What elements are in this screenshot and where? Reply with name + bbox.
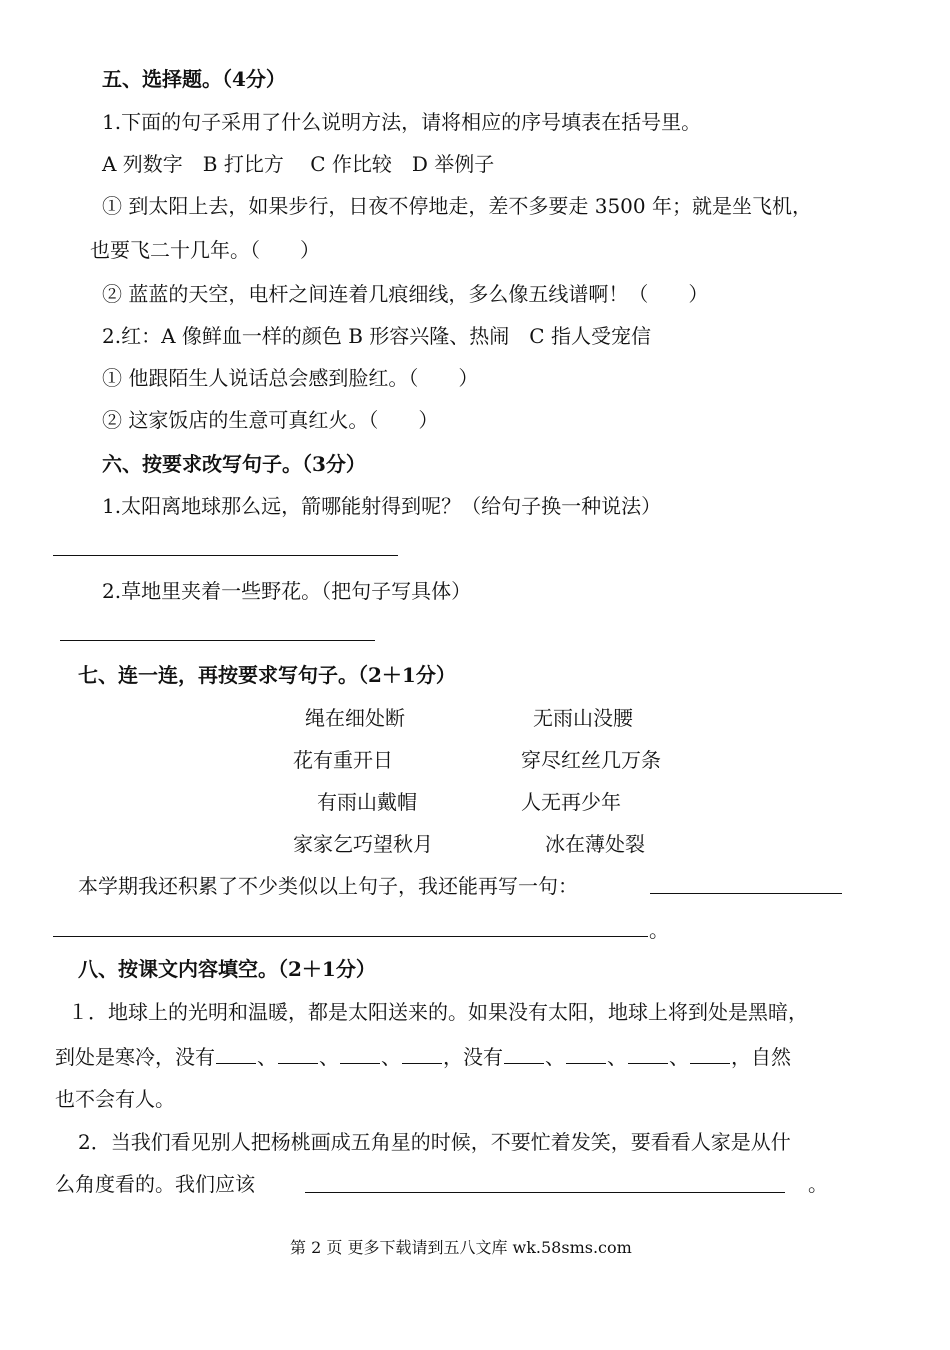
separator: 、 xyxy=(669,1045,689,1069)
s8-q1b-post: ，自然 xyxy=(731,1045,791,1069)
separator: 、 xyxy=(257,1045,277,1069)
fill-blank-5[interactable] xyxy=(504,1041,544,1064)
s6-answer-line-2[interactable] xyxy=(60,640,375,641)
s5-question-2: 2.红：A 像鲜血一样的颜色 B 形容兴隆、热闹 C 指人受宠信 xyxy=(102,324,651,348)
s8-q2-line-b: 么角度看的。我们应该 xyxy=(55,1172,255,1196)
s7-left-item-3[interactable]: 有雨山戴帽 xyxy=(317,790,417,814)
s7-answer-line-1[interactable] xyxy=(650,893,842,894)
separator: 、 xyxy=(319,1045,339,1069)
s7-prompt: 本学期我还积累了不少类似以上句子，我还能再写一句： xyxy=(78,874,578,898)
s5-item-1b: 也要飞二十几年。（ ） xyxy=(90,238,320,262)
fill-blank-4[interactable] xyxy=(402,1041,442,1064)
s8-q2-end-period: 。 xyxy=(808,1172,828,1196)
s5-q2-item-1: ① 他跟陌生人说话总会感到脸红。（ ） xyxy=(102,366,479,390)
s7-right-item-4[interactable]: 冰在薄处裂 xyxy=(545,832,645,856)
s7-left-item-4[interactable]: 家家乞巧望秋月 xyxy=(293,832,433,856)
s5-q2-item-2: ② 这家饭店的生意可真红火。（ ） xyxy=(102,408,439,432)
fill-blank-2[interactable] xyxy=(278,1041,318,1064)
s8-q2-line-a: 2．当我们看见别人把杨桃画成五角星的时候，不要忙着发笑，要看看人家是从什 xyxy=(78,1130,791,1154)
separator: 、 xyxy=(381,1045,401,1069)
fill-blank-7[interactable] xyxy=(628,1041,668,1064)
section-5-heading: 五、选择题。（4分） xyxy=(102,67,286,91)
s8-q1b-pre: 到处是寒冷，没有 xyxy=(55,1045,215,1069)
s5-item-1a: ① 到太阳上去，如果步行，日夜不停地走，差不多要走 3500 年；就是坐飞机， xyxy=(102,194,812,218)
s8-q1-line-b xyxy=(55,1041,791,1071)
s7-left-item-2[interactable]: 花有重开日 xyxy=(293,748,393,772)
s6-answer-line-1[interactable] xyxy=(53,555,398,556)
fill-blank-6[interactable] xyxy=(566,1041,606,1064)
section-8-heading: 八、按课文内容填空。（2＋1分） xyxy=(78,957,376,981)
s5-question-1: 1.下面的句子采用了什么说明方法，请将相应的序号填表在括号里。 xyxy=(102,110,702,134)
page-footer: 第 2 页 更多下载请到五八文库 wk.58sms.com xyxy=(290,1238,632,1257)
comma: ， xyxy=(443,1045,463,1069)
s8-q1-line-a: １．地球上的光明和温暖，都是太阳送来的。如果没有太阳，地球上将到处是黑暗， xyxy=(68,1000,808,1024)
s7-answer-line-2[interactable] xyxy=(53,936,648,937)
fill-blank-8[interactable] xyxy=(690,1041,730,1064)
section-6-heading: 六、按要求改写句子。（3分） xyxy=(102,452,366,476)
fill-blank-1[interactable] xyxy=(216,1041,256,1064)
s5-options: A 列数字 B 打比方 C 作比较 D 举例子 xyxy=(102,152,495,176)
s7-right-item-3[interactable]: 人无再少年 xyxy=(521,790,621,814)
s8-q2-answer-line[interactable] xyxy=(305,1192,785,1193)
s7-end-period: 。 xyxy=(649,918,669,942)
separator: 、 xyxy=(545,1045,565,1069)
s8-q1-line-c: 也不会有人。 xyxy=(55,1087,175,1111)
s6-question-2: 2.草地里夹着一些野花。（把句子写具体） xyxy=(102,579,472,603)
s5-item-2: ② 蓝蓝的天空，电杆之间连着几痕细线，多么像五线谱啊！（ ） xyxy=(102,282,709,306)
s6-question-1: 1.太阳离地球那么远，箭哪能射得到呢？（给句子换一种说法） xyxy=(102,494,662,518)
fill-blank-3[interactable] xyxy=(340,1041,380,1064)
s7-right-item-2[interactable]: 穿尽红丝几万条 xyxy=(521,748,661,772)
s7-left-item-1[interactable]: 绳在细处断 xyxy=(305,706,405,730)
separator: 、 xyxy=(607,1045,627,1069)
section-7-heading: 七、连一连，再按要求写句子。（2＋1分） xyxy=(78,663,456,687)
s8-q1b-mid: 没有 xyxy=(463,1045,503,1069)
s7-right-item-1[interactable]: 无雨山没腰 xyxy=(533,706,633,730)
